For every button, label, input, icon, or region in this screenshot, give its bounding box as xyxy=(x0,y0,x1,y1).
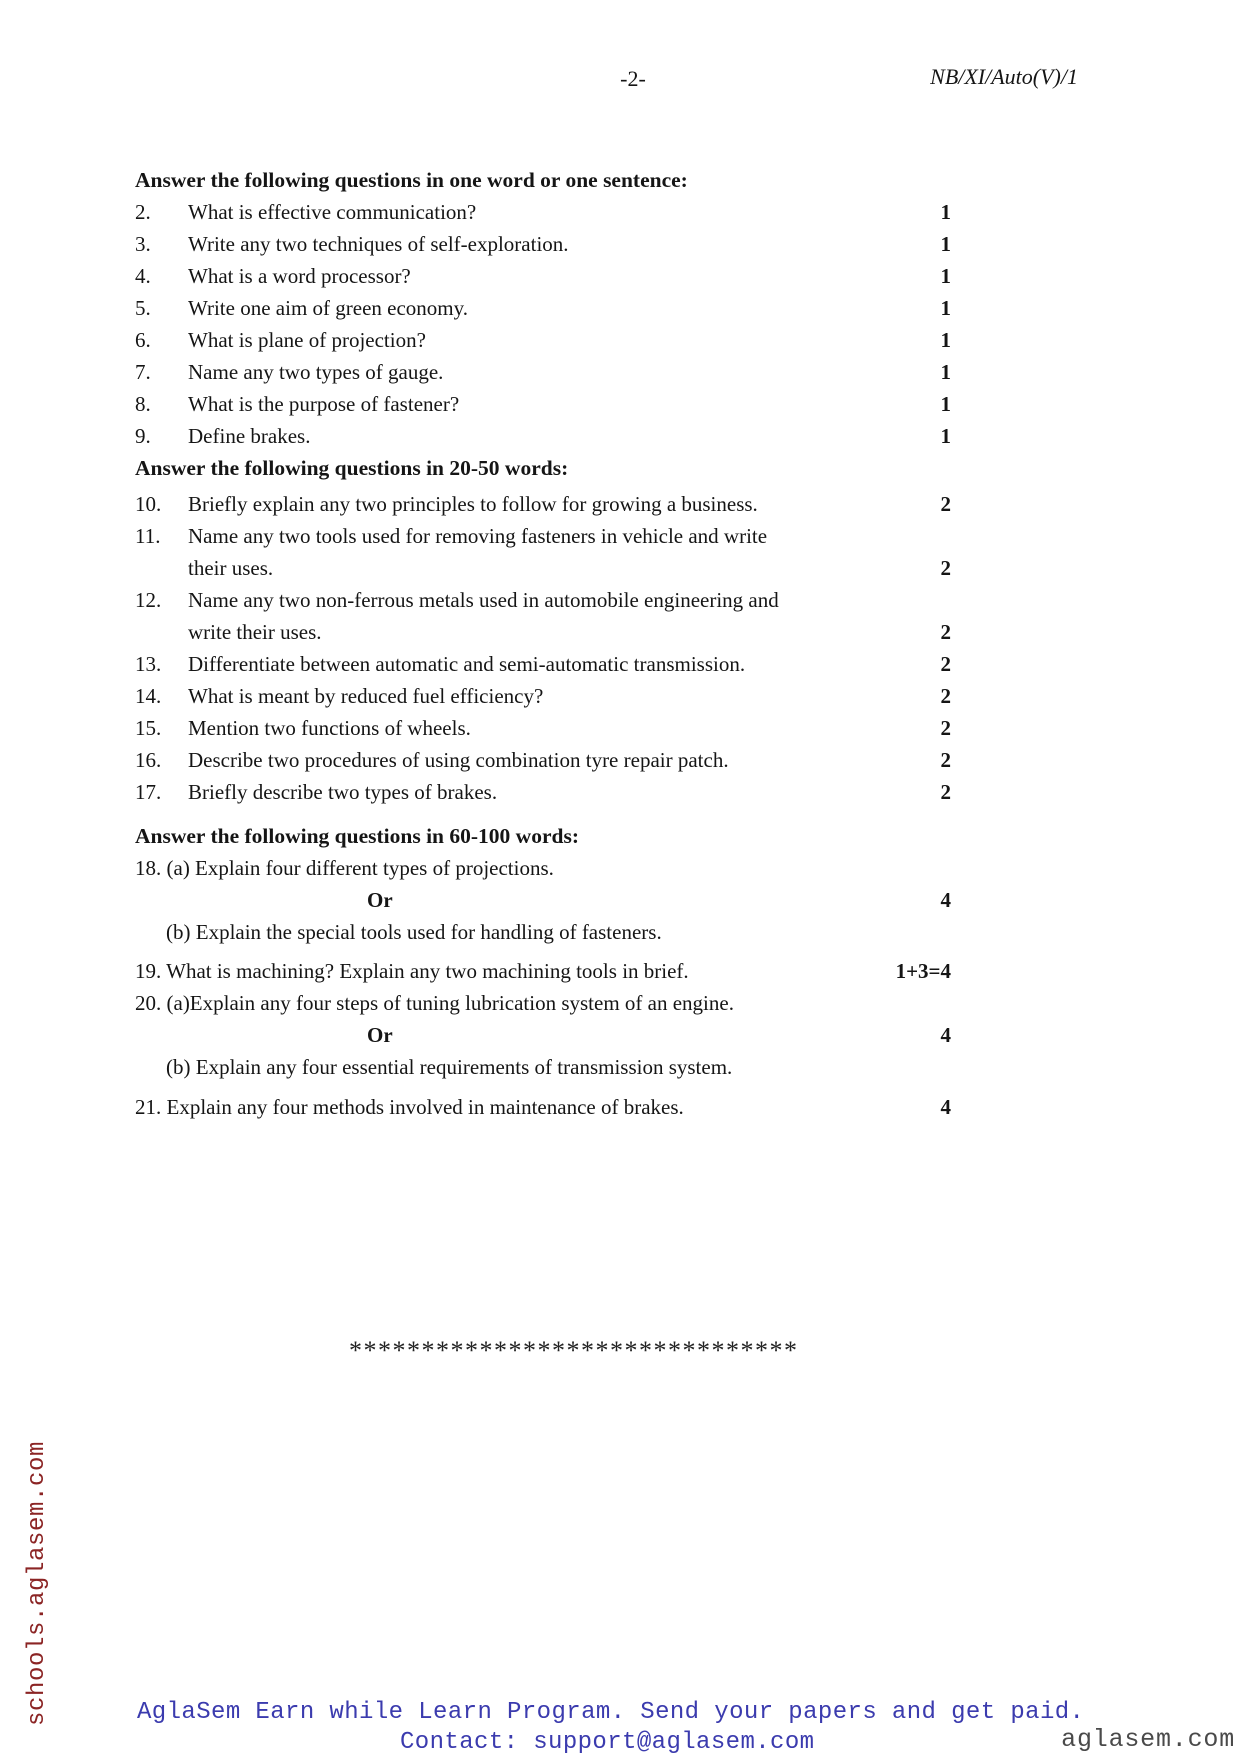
question-number: 9. xyxy=(135,424,151,448)
question-text: 19. What is machining? Explain any two machining tools in brief. xyxy=(135,959,689,983)
question-text: 20. (a)Explain any four steps of tuning lubrication system of an engine. xyxy=(135,991,734,1015)
question-text: Name any two tools used for removing fasteners in vehicle and write xyxy=(188,524,768,548)
separator-asterisks: ******************************* xyxy=(349,1336,799,1365)
question-row xyxy=(135,955,951,987)
question-text: What is the purpose of fastener? xyxy=(188,392,460,416)
question-number: 3. xyxy=(135,232,151,256)
question-number: 13. xyxy=(135,652,162,676)
question-row xyxy=(135,1091,951,1123)
question-text: (b) Explain the special tools used for handling of fasteners. xyxy=(166,920,662,944)
question-row xyxy=(135,420,951,452)
question-marks: 4 xyxy=(940,1095,951,1119)
question-paper-body xyxy=(135,164,951,1123)
question-text: Briefly describe two types of brakes. xyxy=(188,780,498,804)
question-text: Write any two techniques of self-exploration. xyxy=(188,232,569,256)
question-text: write their uses. xyxy=(188,620,322,644)
question-text: Name any two non-ferrous metals used in automobile engineering and xyxy=(188,588,779,612)
question-text: What is a word processor? xyxy=(188,264,411,288)
question-number: 17. xyxy=(135,780,162,804)
question-text: 21. Explain any four methods involved in maintenance of brakes. xyxy=(135,1095,684,1119)
question-marks: 2 xyxy=(940,556,951,580)
question-text: Describe two procedures of using combination tyre repair patch. xyxy=(188,748,729,772)
question-row xyxy=(135,356,951,388)
question-marks: 2 xyxy=(940,684,951,708)
question-row xyxy=(135,196,951,228)
question-row xyxy=(135,388,951,420)
question-row xyxy=(135,584,951,616)
question-number: 5. xyxy=(135,296,151,320)
question-text: Differentiate between automatic and semi-automatic transmission. xyxy=(188,652,746,676)
or-wrap xyxy=(135,1019,931,1051)
question-row xyxy=(135,520,951,552)
or-wrap xyxy=(135,884,931,916)
page-number: -2- xyxy=(620,66,646,91)
question-text: What is meant by reduced fuel efficiency? xyxy=(188,684,544,708)
footer-site-url: aglasem.com xyxy=(1061,1725,1235,1754)
question-number: 6. xyxy=(135,328,151,352)
section-heading-20-50-words: Answer the following questions in 20-50 words: xyxy=(135,456,569,480)
question-number: 4. xyxy=(135,264,151,288)
question-number: 15. xyxy=(135,716,162,740)
watermark-schools-aglasem: schools.aglasem.com xyxy=(24,1440,51,1726)
or-row xyxy=(135,884,951,916)
question-marks: 2 xyxy=(940,492,951,516)
question-row xyxy=(135,852,951,884)
question-text: What is effective communication? xyxy=(188,200,477,224)
question-text: Mention two functions of wheels. xyxy=(188,716,471,740)
question-marks: 1 xyxy=(940,200,951,224)
question-row xyxy=(135,648,951,680)
question-text: (b) Explain any four essential requirements of transmission system. xyxy=(166,1055,733,1079)
question-row xyxy=(135,744,951,776)
question-marks: 1 xyxy=(940,424,951,448)
question-row xyxy=(135,776,951,808)
question-text: Name any two types of gauge. xyxy=(188,360,444,384)
question-number: 14. xyxy=(135,684,162,708)
question-row xyxy=(135,324,951,356)
question-marks: 1 xyxy=(940,392,951,416)
question-marks: 4 xyxy=(940,888,951,912)
question-marks: 2 xyxy=(940,620,951,644)
footer-contact-email: Contact: support@aglasem.com xyxy=(400,1729,815,1756)
question-row xyxy=(135,1051,951,1083)
question-number: 7. xyxy=(135,360,151,384)
question-marks: 2 xyxy=(940,748,951,772)
question-text: Write one aim of green economy. xyxy=(188,296,469,320)
question-marks: 1 xyxy=(940,264,951,288)
question-number: 11. xyxy=(135,524,161,548)
question-row xyxy=(135,488,951,520)
question-row xyxy=(135,712,951,744)
question-row xyxy=(135,987,951,1019)
question-row xyxy=(135,260,951,292)
question-text: their uses. xyxy=(188,556,274,580)
or-label: Or xyxy=(367,888,393,912)
question-row xyxy=(135,916,951,948)
question-number: 2. xyxy=(135,200,151,224)
question-text: 18. (a) Explain four different types of projections. xyxy=(135,856,554,880)
question-row xyxy=(135,292,951,324)
or-label: Or xyxy=(367,1023,393,1047)
question-number: 8. xyxy=(135,392,151,416)
section-heading-60-100-words: Answer the following questions in 60-100 words: xyxy=(135,824,579,848)
question-row-continuation xyxy=(135,552,951,584)
question-text: Define brakes. xyxy=(188,424,311,448)
paper-code: NB/XI/Auto(V)/1 xyxy=(930,64,1078,89)
question-text: Briefly explain any two principles to follow for growing a business. xyxy=(188,492,758,516)
footer-promo-text: AglaSem Earn while Learn Program. Send your papers and get paid. xyxy=(137,1699,1085,1726)
question-marks: 2 xyxy=(940,780,951,804)
question-row xyxy=(135,228,951,260)
question-number: 16. xyxy=(135,748,162,772)
question-number: 12. xyxy=(135,588,162,612)
question-marks: 2 xyxy=(940,652,951,676)
question-row-continuation xyxy=(135,616,951,648)
section-heading-one-word: Answer the following questions in one word or one sentence: xyxy=(135,168,688,192)
question-marks: 4 xyxy=(940,1023,951,1047)
question-marks: 1 xyxy=(940,328,951,352)
question-number: 10. xyxy=(135,492,162,516)
question-marks: 1 xyxy=(940,296,951,320)
question-marks: 1+3=4 xyxy=(895,959,951,983)
question-text: What is plane of projection? xyxy=(188,328,426,352)
question-marks: 1 xyxy=(940,232,951,256)
or-row xyxy=(135,1019,951,1051)
question-row xyxy=(135,680,951,712)
question-marks: 1 xyxy=(940,360,951,384)
question-marks: 2 xyxy=(940,716,951,740)
